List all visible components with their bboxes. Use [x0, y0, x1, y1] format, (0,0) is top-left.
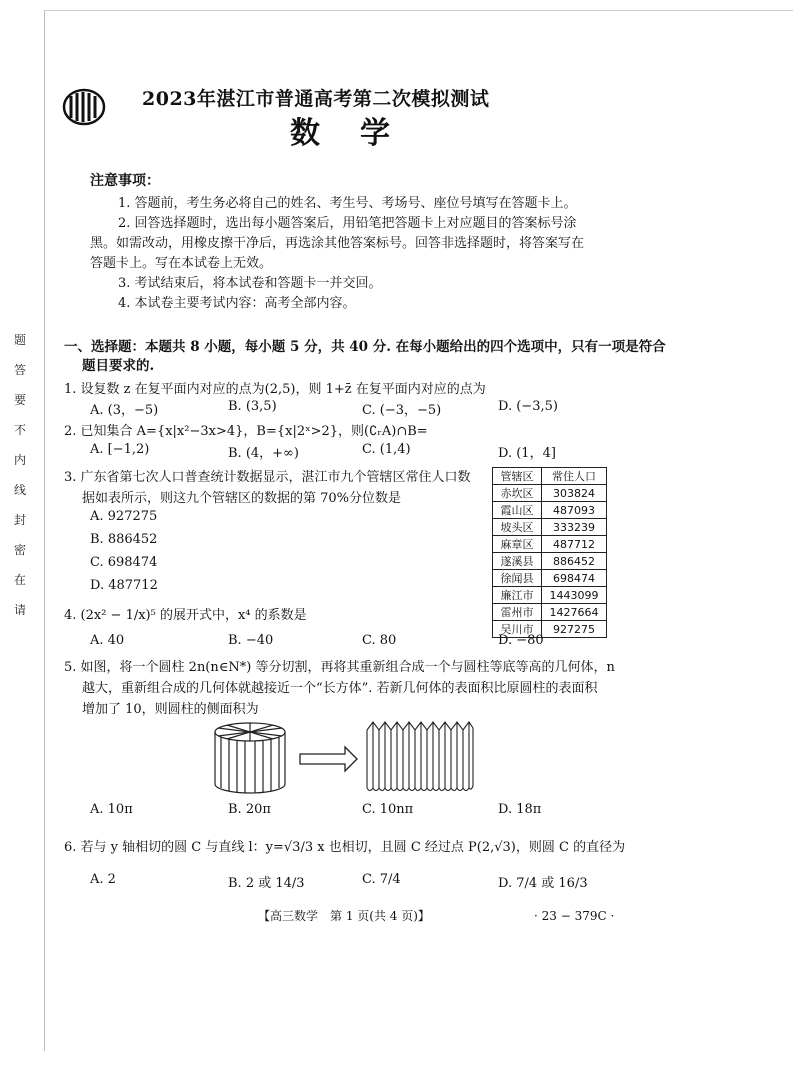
- notice-heading: 注意事项：: [90, 173, 160, 189]
- side-char: 请: [13, 603, 26, 617]
- population-cell: 333239: [542, 519, 607, 536]
- population-cell: 303824: [542, 485, 607, 502]
- population-cell: 698474: [542, 570, 607, 587]
- q1-option-c: C. (−3，−5): [362, 403, 442, 418]
- publisher-logo: [62, 88, 106, 126]
- side-char: 在: [13, 573, 26, 587]
- side-char: 内: [13, 453, 26, 467]
- question-3-stem-cont: 据如表所示，则这九个管辖区的数据的第 70%分位数是: [82, 491, 402, 506]
- q6-option-d: D. 7/4 或 16/3: [498, 876, 588, 891]
- side-char: 题: [13, 333, 26, 347]
- q4-option-c: C. 80: [362, 633, 397, 648]
- table-header: 常住人口: [542, 468, 607, 485]
- q6-option-c: C. 7/4: [362, 872, 401, 887]
- population-table: [492, 467, 607, 638]
- table-row: [493, 553, 607, 570]
- side-char: 线: [13, 483, 26, 497]
- side-char: 不: [13, 423, 26, 437]
- district-cell: 赤坎区: [493, 485, 542, 502]
- q5-option-c: C. 10nπ: [362, 802, 414, 817]
- q2-option-c: C. (1,4): [362, 442, 411, 457]
- side-char: 要: [13, 393, 26, 407]
- notice-line: 3. 考试结束后，将本试卷和答题卡一并交回。: [118, 276, 382, 291]
- subject-title: 数学: [290, 116, 430, 151]
- question-5-stem-cont: 越大，重新组合成的几何体就越接近一个“长方体”. 若新几何体的表面积比原圆柱的表面积: [82, 681, 598, 696]
- population-cell: 927275: [542, 621, 607, 638]
- district-cell: 遂溪县: [493, 553, 542, 570]
- table-header-row: [493, 468, 607, 485]
- exam-title: 2023年湛江市普通高考第二次模拟测试: [142, 88, 490, 110]
- cylinder-diagram: [205, 716, 480, 798]
- district-cell: 吴川市: [493, 621, 542, 638]
- q3-option-d: D. 487712: [90, 578, 158, 593]
- q4-option-b: B. −40: [228, 633, 274, 648]
- question-1-stem: 1. 设复数 z 在复平面内对应的点为(2,5)，则 1+z̄ 在复平面内对应的点为: [64, 382, 486, 397]
- population-cell: 886452: [542, 553, 607, 570]
- question-4-stem: 4. (2x² − 1/x)⁵ 的展开式中，x⁴ 的系数是: [64, 608, 307, 623]
- notice-line: 2. 回答选择题时，选出每小题答案后，用铅笔把答题卡上对应题目的答案标号涂: [118, 216, 577, 231]
- q5-option-b: B. 20π: [228, 802, 271, 817]
- district-cell: 坡头区: [493, 519, 542, 536]
- population-cell: 487093: [542, 502, 607, 519]
- q3-option-a: A. 927275: [90, 509, 158, 524]
- q1-option-d: D. (−3,5): [498, 399, 558, 414]
- q3-option-c: C. 698474: [90, 555, 158, 570]
- q6-option-a: A. 2: [90, 872, 116, 887]
- district-cell: 霞山区: [493, 502, 542, 519]
- q1-option-a: A. (3，−5): [90, 403, 159, 418]
- population-cell: 1443099: [542, 587, 607, 604]
- q4-option-a: A. 40: [90, 633, 125, 648]
- district-cell: 雷州市: [493, 604, 542, 621]
- section-heading-cont: 题目要求的.: [82, 358, 155, 374]
- side-char: 答: [13, 363, 26, 377]
- notice-line: 1. 答题前，考生务必将自己的姓名、考生号、考场号、座位号填写在答题卡上。: [118, 196, 577, 211]
- district-cell: 麻章区: [493, 536, 542, 553]
- section-heading: 一、选择题：本题共 8 小题，每小题 5 分，共 40 分. 在每小题给出的四个选项中，只有一项是符合: [64, 339, 666, 355]
- paper-code: · 23 − 379C ·: [534, 909, 615, 923]
- q1-option-b: B. (3,5): [228, 399, 277, 414]
- table-row: [493, 587, 607, 604]
- question-5-stem-cont: 增加了 10，则圆柱的侧面积为: [82, 702, 259, 717]
- table-row: [493, 502, 607, 519]
- q6-option-b: B. 2 或 14/3: [228, 876, 305, 891]
- side-char: 封: [13, 513, 26, 527]
- population-cell: 1427664: [542, 604, 607, 621]
- table-header: 管辖区: [493, 468, 542, 485]
- side-char: 密: [13, 543, 26, 557]
- q2-option-d: D. (1，4]: [498, 446, 556, 461]
- question-3-stem: 3. 广东省第七次人口普查统计数据显示，湛江市九个管辖区常住人口数: [64, 470, 471, 485]
- q2-option-a: A. [−1,2): [90, 442, 150, 457]
- notice-line: 答题卡上。写在本试卷上无效。: [90, 256, 273, 271]
- notice-line: 黑。如需改动，用橡皮擦干净后，再选涂其他答案标号。回答非选择题时，将答案写在: [90, 236, 585, 251]
- q5-option-d: D. 18π: [498, 802, 542, 817]
- table-row: [493, 485, 607, 502]
- notice-line: 4. 本试卷主要考试内容：高考全部内容。: [118, 296, 356, 311]
- q3-option-b: B. 886452: [90, 532, 158, 547]
- question-5-stem: 5. 如图，将一个圆柱 2n(n∈N*) 等分切割，再将其重新组合成一个与圆柱等底等高的几何体，n: [64, 660, 615, 675]
- q4-option-d: D. −80: [498, 633, 544, 648]
- population-cell: 487712: [542, 536, 607, 553]
- table-row: [493, 536, 607, 553]
- question-2-stem: 2. 已知集合 A={x|x²−3x>4}，B={x|2ˣ>2}，则(∁ᵣA)∩B=: [64, 424, 428, 439]
- q2-option-b: B. (4，+∞): [228, 446, 299, 461]
- question-6-stem: 6. 若与 y 轴相切的圆 C 与直线 l：y=√3/3 x 也相切，且圆 C 经过点 P(2,√3)，则圆 C 的直径为: [64, 840, 626, 855]
- page-footer: 【高三数学 第 1 页(共 4 页)】: [258, 909, 430, 923]
- q5-option-a: A. 10π: [90, 802, 133, 817]
- table-row: [493, 570, 607, 587]
- table-row: [493, 604, 607, 621]
- district-cell: 徐闻县: [493, 570, 542, 587]
- table-row: [493, 519, 607, 536]
- district-cell: 廉江市: [493, 587, 542, 604]
- page-border: [44, 10, 793, 1051]
- binding-line-notice: [10, 325, 30, 655]
